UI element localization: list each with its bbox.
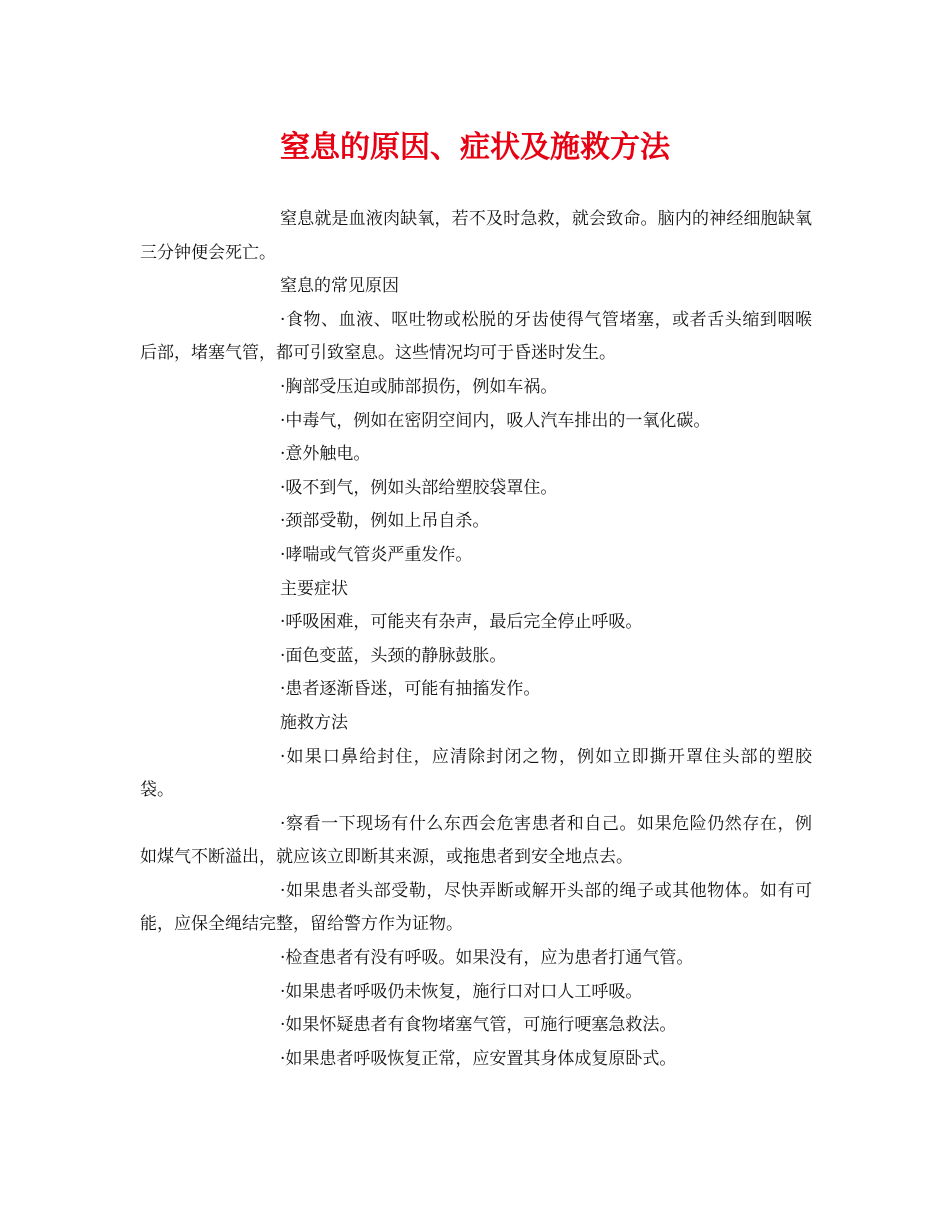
list-item: ·如果患者呼吸恢复正常，应安置其身体成复原卧式。 bbox=[280, 1048, 677, 1069]
section-heading-symptoms: 主要症状 bbox=[280, 578, 348, 599]
list-item: ·患者逐渐昏迷，可能有抽搐发作。 bbox=[280, 679, 541, 700]
document-title: 窒息的原因、症状及施救方法 bbox=[280, 130, 670, 165]
list-item: ·哮喘或气管炎严重发作。 bbox=[280, 544, 473, 565]
list-item: ·察看一下现场有什么东西会危害患者和自己。如果危险仍然存在，例如煤气不断溢出，就应该立即断其来源，或拖患者到安全地点去。 bbox=[140, 813, 812, 868]
list-item: ·如果患者呼吸仍未恢复，施行口对口人工呼吸。 bbox=[280, 981, 643, 1002]
list-item: ·中毒气，例如在密阴空间内，吸人汽车排出的一氧化碳。 bbox=[280, 410, 711, 431]
list-item: ·颈部受勒，例如上吊自杀。 bbox=[280, 511, 490, 532]
section-heading-rescue: 施救方法 bbox=[280, 712, 348, 733]
list-item: ·食物、血液、呕吐物或松脱的牙齿使得气管堵塞，或者舌头缩到咽喉后部，堵塞气管，都可引致窒息。这些情况均可于昏迷时发生。 bbox=[140, 309, 812, 364]
list-item: ·如果患者头部受勒，尽快弄断或解开头部的绳子或其他物体。如有可能，应保全绳结完整，留给警方作为证物。 bbox=[140, 880, 812, 935]
list-item: ·意外触电。 bbox=[280, 444, 371, 465]
list-item: ·呼吸困难，可能夹有杂声，最后完全停止呼吸。 bbox=[280, 612, 643, 633]
section-heading-causes: 窒息的常见原因 bbox=[280, 276, 399, 297]
document-body bbox=[140, 203, 812, 1076]
list-item: ·检查患者有没有呼吸。如果没有，应为患者打通气管。 bbox=[280, 948, 694, 969]
list-item: ·如果怀疑患者有食物堵塞气管，可施行哽塞急救法。 bbox=[280, 1015, 677, 1036]
list-item: ·胸部受压迫或肺部损伤，例如车祸。 bbox=[280, 376, 558, 397]
intro-paragraph: 窒息就是血液肉缺氧，若不及时急救，就会致命。脑内的神经细胞缺氧三分钟便会死亡。 bbox=[140, 209, 812, 263]
list-item: ·吸不到气，例如头部给塑胶袋罩住。 bbox=[280, 477, 558, 498]
list-item: ·如果口鼻给封住，应清除封闭之物，例如立即撕开罩住头部的塑胶袋。 bbox=[140, 746, 812, 801]
list-item: ·面色变蓝，头颈的静脉鼓胀。 bbox=[280, 645, 507, 666]
